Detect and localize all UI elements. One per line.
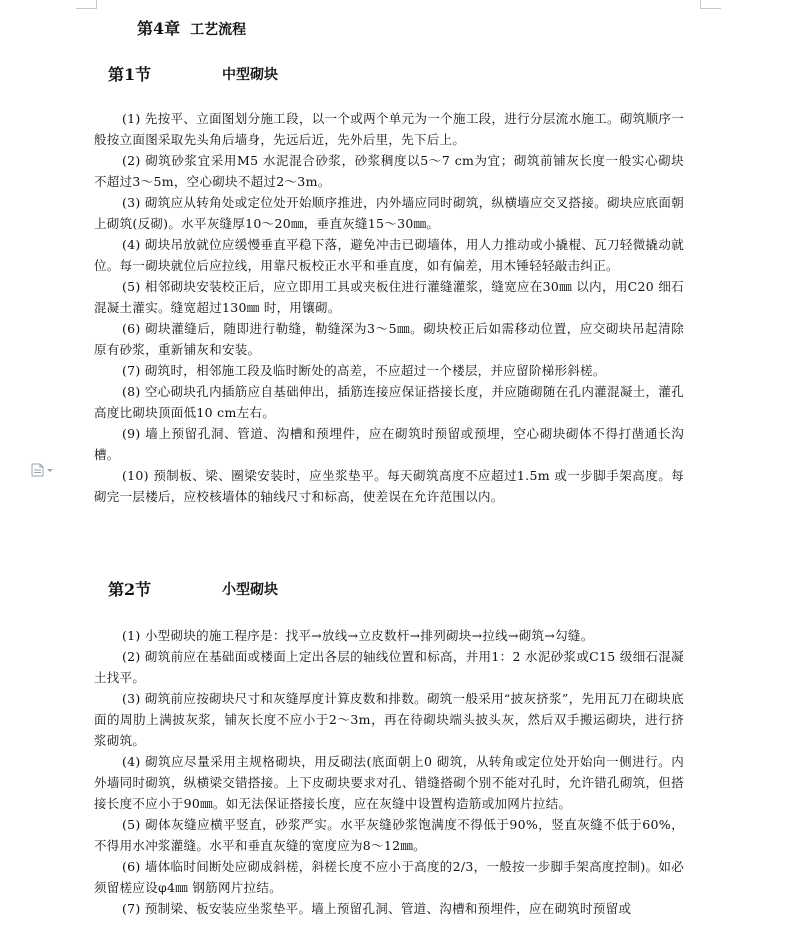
- section-title: 小型砌块: [222, 582, 278, 598]
- paragraph: (7) 砌筑时，相邻施工段及临时断处的高差，不应超过一个楼层，并应留阶梯形斜槎。: [122, 363, 606, 378]
- paragraph: (2) 砌筑砂浆宜采用M5 水泥混合砂浆，砂浆稠度以5～7 cm为宜；砌筑前铺灰长度一般实心砌块不超过3～5m，空心砌块不超过2～3m。: [94, 153, 684, 189]
- section-1-body: [94, 108, 684, 507]
- paragraph: (5) 相邻砌块安装校正后，应立即用工具或夹板住进行灌缝灌浆，缝宽应在30㎜ 以内，用C20 细石混凝土灌实。缝宽超过130㎜ 时，用镶砌。: [94, 279, 684, 315]
- chapter-heading: [137, 16, 246, 39]
- paragraph: (3) 砌筑应从转角处或定位处开始顺序推进，内外墙应同时砌筑，纵横墙应交叉搭接。砌块应底面朝上砌筑(反砌)。水平灰缝厚10～20㎜，垂直灰缝15～30㎜。: [94, 195, 684, 231]
- crop-mark-top-right: [700, 0, 721, 9]
- section-2-body: [94, 625, 684, 919]
- chapter-number: 第4章: [137, 19, 181, 38]
- paragraph: (1) 小型砌块的施工程序是：找平→放线→立皮数杆→排列砌块→拉线→砌筑→勾缝。: [122, 628, 594, 643]
- paragraph: (7) 预制梁、板安装应坐浆垫平。墙上预留孔洞、管道、沟槽和预埋件，应在砌筑时预留或: [122, 901, 632, 916]
- paragraph: (3) 砌筑前应按砌块尺寸和灰缝厚度计算皮数和排数。砌筑一般采用“披灰挤浆”，先用瓦刀在砌块底面的周肋上满披灰浆，铺灰长度不应小于2～3m，再在待砌块端头披头灰，然后双手搬运砌块，进行挤浆砌筑。: [94, 691, 684, 748]
- document-icon[interactable]: [30, 462, 56, 476]
- section-title: 中型砌块: [222, 67, 278, 83]
- paragraph: (1) 先按平、立面图划分施工段，以一个或两个单元为一个施工段，进行分层流水施工。砌筑顺序一般按立面图采取先头角后墙身，先远后近，先外后里，先下后上。: [94, 111, 684, 147]
- paragraph: (4) 砌筑应尽量采用主规格砌块，用反砌法(底面朝上0 砌筑，从转角或定位处开始向一侧进行。内外墙同时砌筑，纵横梁交错搭接。上下皮砌块要求对孔、错缝搭砌个别不能对孔时，允许错孔砌筑，但搭接长度不应小于90㎜。如无法保证搭接长度，应在灰缝中设置构造筋或加网片拉结。: [94, 754, 684, 811]
- section-number: 第2节: [108, 580, 152, 599]
- chapter-title: 工艺流程: [190, 22, 247, 38]
- paragraph: (2) 砌筑前应在基础面或楼面上定出各层的轴线位置和标高，并用1：2 水泥砂浆或C15 级细石混凝土找平。: [94, 649, 684, 685]
- paragraph: (5) 砌体灰缝应横平竖直，砂浆严实。水平灰缝砂浆饱满度不得低于90%，竖直灰缝不低于60%，不得用水冲浆灌缝。水平和垂直灰缝的宽度应为8～12㎜。: [94, 817, 684, 853]
- paragraph: (9) 墙上预留孔洞、管道、沟槽和预埋件，应在砌筑时预留或预埋，空心砌块砌体不得打凿通长沟槽。: [94, 426, 684, 462]
- section-number: 第1节: [108, 65, 152, 84]
- paragraph: (10) 预制板、梁、圈梁安装时，应坐浆垫平。每天砌筑高度不应超过1.5m 或一步脚手架高度。每砌完一层楼后，应校核墙体的轴线尺寸和标高，使差误在允许范围以内。: [94, 468, 684, 504]
- paragraph: (6) 砌块灌缝后，随即进行勒缝，勒缝深为3～5㎜。砌块校正后如需移动位置，应交砌块吊起清除原有砂浆，重新铺灰和安装。: [94, 321, 684, 357]
- crop-mark-top-left: [76, 0, 97, 9]
- paragraph: (6) 墙体临时间断处应砌成斜槎，斜槎长度不应小于高度的2/3，一般按一步脚手架高度控制)。如必须留槎应设φ4㎜ 钢筋网片拉结。: [94, 859, 684, 895]
- paragraph: (8) 空心砌块孔内插筋应自基础伸出，插筋连接应保证搭接长度，并应随砌随在孔内灌混凝土，灌孔高度比砌块顶面低10 cm左右。: [94, 384, 684, 420]
- paragraph: (4) 砌块吊放就位应缓慢垂直平稳下落，避免冲击已砌墙体，用人力推动或小撬棍、瓦刀轻微撬动就位。每一砌块就位后应拉线，用靠尺板校正水平和垂直度，如有偏差，用木锤轻轻敲击纠正。: [94, 237, 684, 273]
- section-heading-1: [108, 62, 278, 85]
- section-heading-2: [108, 577, 278, 600]
